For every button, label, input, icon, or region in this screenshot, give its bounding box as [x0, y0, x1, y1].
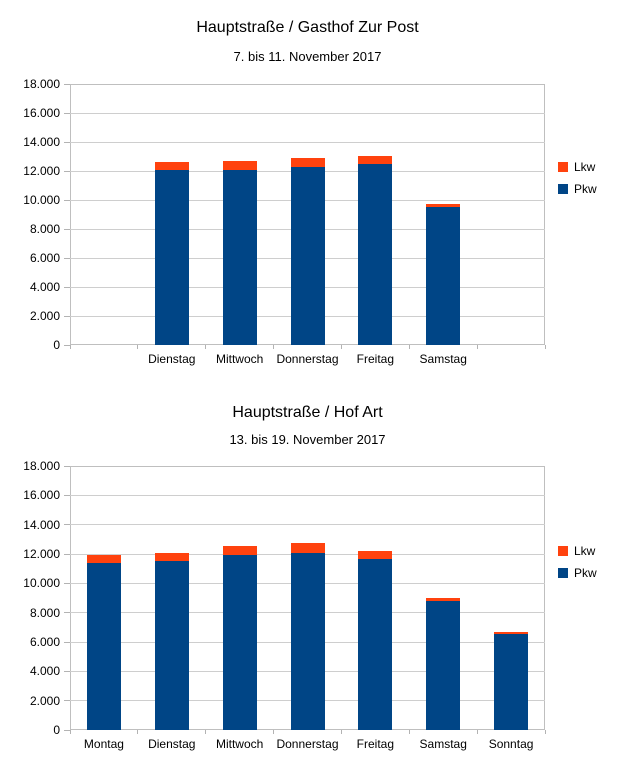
chart2-ylabel-16.000: 16.000 [23, 488, 60, 503]
chart1-gridline-14.000 [70, 142, 545, 143]
bar-lkw-freitag [358, 551, 392, 559]
chart2-ytick-16.000 [64, 495, 70, 496]
chart1-xtick-5 [409, 345, 410, 349]
chart2-xlabel-dienstag: Dienstag [148, 737, 196, 751]
chart1-ytick-12.000 [64, 171, 70, 172]
chart2-xtick-1 [137, 730, 138, 734]
chart1-ylabel-4.000: 4.000 [29, 280, 60, 294]
bar-pkw-samstag [426, 207, 460, 345]
bar-pkw-dienstag [155, 561, 189, 730]
chart1-ytick-14.000 [64, 142, 70, 143]
legend-swatch-lkw [558, 546, 568, 556]
chart1-xtick-1 [137, 345, 138, 349]
bar-pkw-freitag [358, 164, 392, 345]
legend-label-lkw: Lkw [574, 160, 596, 174]
chart2-ylabel-4.000: 4.000 [29, 664, 60, 679]
bar-pkw-dienstag [155, 170, 189, 345]
chart2-xlabel-donnerstag: Donnerstag [276, 737, 339, 751]
chart1-ylabel-12.000: 12.000 [23, 164, 60, 178]
bar-lkw-mittwoch [223, 161, 257, 170]
chart2-ylabel-8.000: 8.000 [29, 605, 60, 620]
chart2-title: Hauptstraße / Hof Art [232, 404, 383, 421]
chart1-xtick-3 [273, 345, 274, 349]
chart2-ylabel-12.000: 12.000 [23, 547, 60, 561]
chart2-ytick-8.000 [64, 612, 70, 613]
chart2-xtick-6 [477, 730, 478, 734]
bar-lkw-dienstag [155, 162, 189, 171]
bar-pkw-mittwoch [223, 555, 257, 730]
bar-lkw-samstag [426, 204, 460, 207]
bar-pkw-freitag [358, 559, 392, 730]
chart2-xlabel-montag: Montag [83, 737, 124, 751]
chart2-ytick-6.000 [64, 642, 70, 643]
chart1-ylabel-18.000: 18.000 [23, 77, 60, 91]
legend-label-pkw: Pkw [574, 182, 597, 196]
chart1-ylabel-0: 0 [53, 338, 60, 352]
chart2-xlabel-mittwoch: Mittwoch [215, 737, 264, 751]
bar-lkw-samstag [426, 598, 460, 601]
chart1-gridline-16.000 [70, 113, 545, 114]
chart2-ylabel-0: 0 [53, 723, 60, 737]
chart1-xlabel-samstag: Samstag [419, 352, 467, 366]
chart2-ytick-4.000 [64, 671, 70, 672]
chart2-xtick-2 [205, 730, 206, 734]
chart1-xtick-2 [205, 345, 206, 349]
bar-lkw-donnerstag [291, 543, 325, 553]
chart1-ytick-16.000 [64, 113, 70, 114]
chart2-ylabel-14.000: 14.000 [23, 517, 60, 532]
bar-pkw-donnerstag [291, 167, 325, 345]
chart2-xlabel-samstag: Samstag [419, 737, 467, 751]
chart2-xtick-3 [273, 730, 274, 734]
chart1-ytick-8.000 [64, 229, 70, 230]
chart1-ytick-2.000 [64, 316, 70, 317]
chart2-ytick-14.000 [64, 524, 70, 525]
chart1-xtick-4 [341, 345, 342, 349]
chart1-xtick-0 [70, 345, 71, 349]
chart1-ylabel-10.000: 10.000 [23, 193, 60, 207]
chart1-xlabel-dienstag: Dienstag [148, 352, 196, 366]
bar-lkw-dienstag [155, 553, 189, 562]
chart2-xtick-5 [409, 730, 410, 734]
chart1-ytick-6.000 [64, 258, 70, 259]
chart1-ylabel-14.000: 14.000 [23, 135, 60, 149]
legend-label-pkw: Pkw [574, 566, 597, 580]
chart1-ytick-18.000 [64, 84, 70, 85]
chart2-xlabel-freitag: Freitag [356, 737, 395, 751]
chart1-subtitle: 7. bis 11. November 2017 [233, 49, 382, 64]
legend-label-lkw: Lkw [574, 544, 596, 558]
chart2-ytick-18.000 [64, 466, 70, 467]
bar-lkw-montag [87, 555, 121, 563]
chart1-ytick-4.000 [64, 287, 70, 288]
bar-lkw-mittwoch [223, 546, 257, 556]
bar-pkw-donnerstag [291, 553, 325, 730]
chart1-xlabel-freitag: Freitag [356, 352, 395, 366]
bar-lkw-donnerstag [291, 158, 325, 167]
chart2-ylabel-2.000: 2.000 [29, 693, 60, 708]
bar-pkw-samstag [426, 601, 460, 730]
chart2-subtitle: 13. bis 19. November 2017 [229, 432, 386, 447]
chart1-ytick-10.000 [64, 200, 70, 201]
chart1-ylabel-8.000: 8.000 [29, 222, 60, 236]
chart1-ylabel-6.000: 6.000 [29, 251, 60, 265]
chart2-ytick-2.000 [64, 700, 70, 701]
legend-swatch-lkw [558, 162, 568, 172]
chart2-xtick-4 [341, 730, 342, 734]
bar-lkw-sonntag [494, 632, 528, 634]
chart2-ytick-10.000 [64, 583, 70, 584]
chart2-ylabel-6.000: 6.000 [29, 635, 60, 649]
chart1-xtick-7 [545, 345, 546, 349]
chart2-xlabel-sonntag: Sonntag [488, 737, 534, 751]
chart2-ytick-12.000 [64, 554, 70, 555]
chart1-xtick-6 [477, 345, 478, 349]
chart2-ylabel-18.000: 18.000 [23, 459, 60, 473]
bar-pkw-mittwoch [223, 170, 257, 345]
chart2-xtick-7 [545, 730, 546, 734]
chart1-title: Hauptstraße / Gasthof Zur Post [196, 19, 419, 36]
chart1-ylabel-2.000: 2.000 [29, 309, 60, 323]
chart2-xtick-0 [70, 730, 71, 734]
chart2-ylabel-10.000: 10.000 [23, 576, 60, 591]
chart1-xlabel-mittwoch: Mittwoch [215, 352, 264, 366]
legend-swatch-pkw [558, 184, 568, 194]
bar-pkw-montag [87, 563, 121, 730]
legend-swatch-pkw [558, 568, 568, 578]
chart2-gridline-14.000 [70, 524, 545, 525]
bar-pkw-sonntag [494, 634, 528, 730]
bar-lkw-freitag [358, 156, 392, 164]
chart2-gridline-16.000 [70, 495, 545, 496]
chart1-xlabel-donnerstag: Donnerstag [276, 352, 339, 366]
chart1-ylabel-16.000: 16.000 [23, 106, 60, 120]
